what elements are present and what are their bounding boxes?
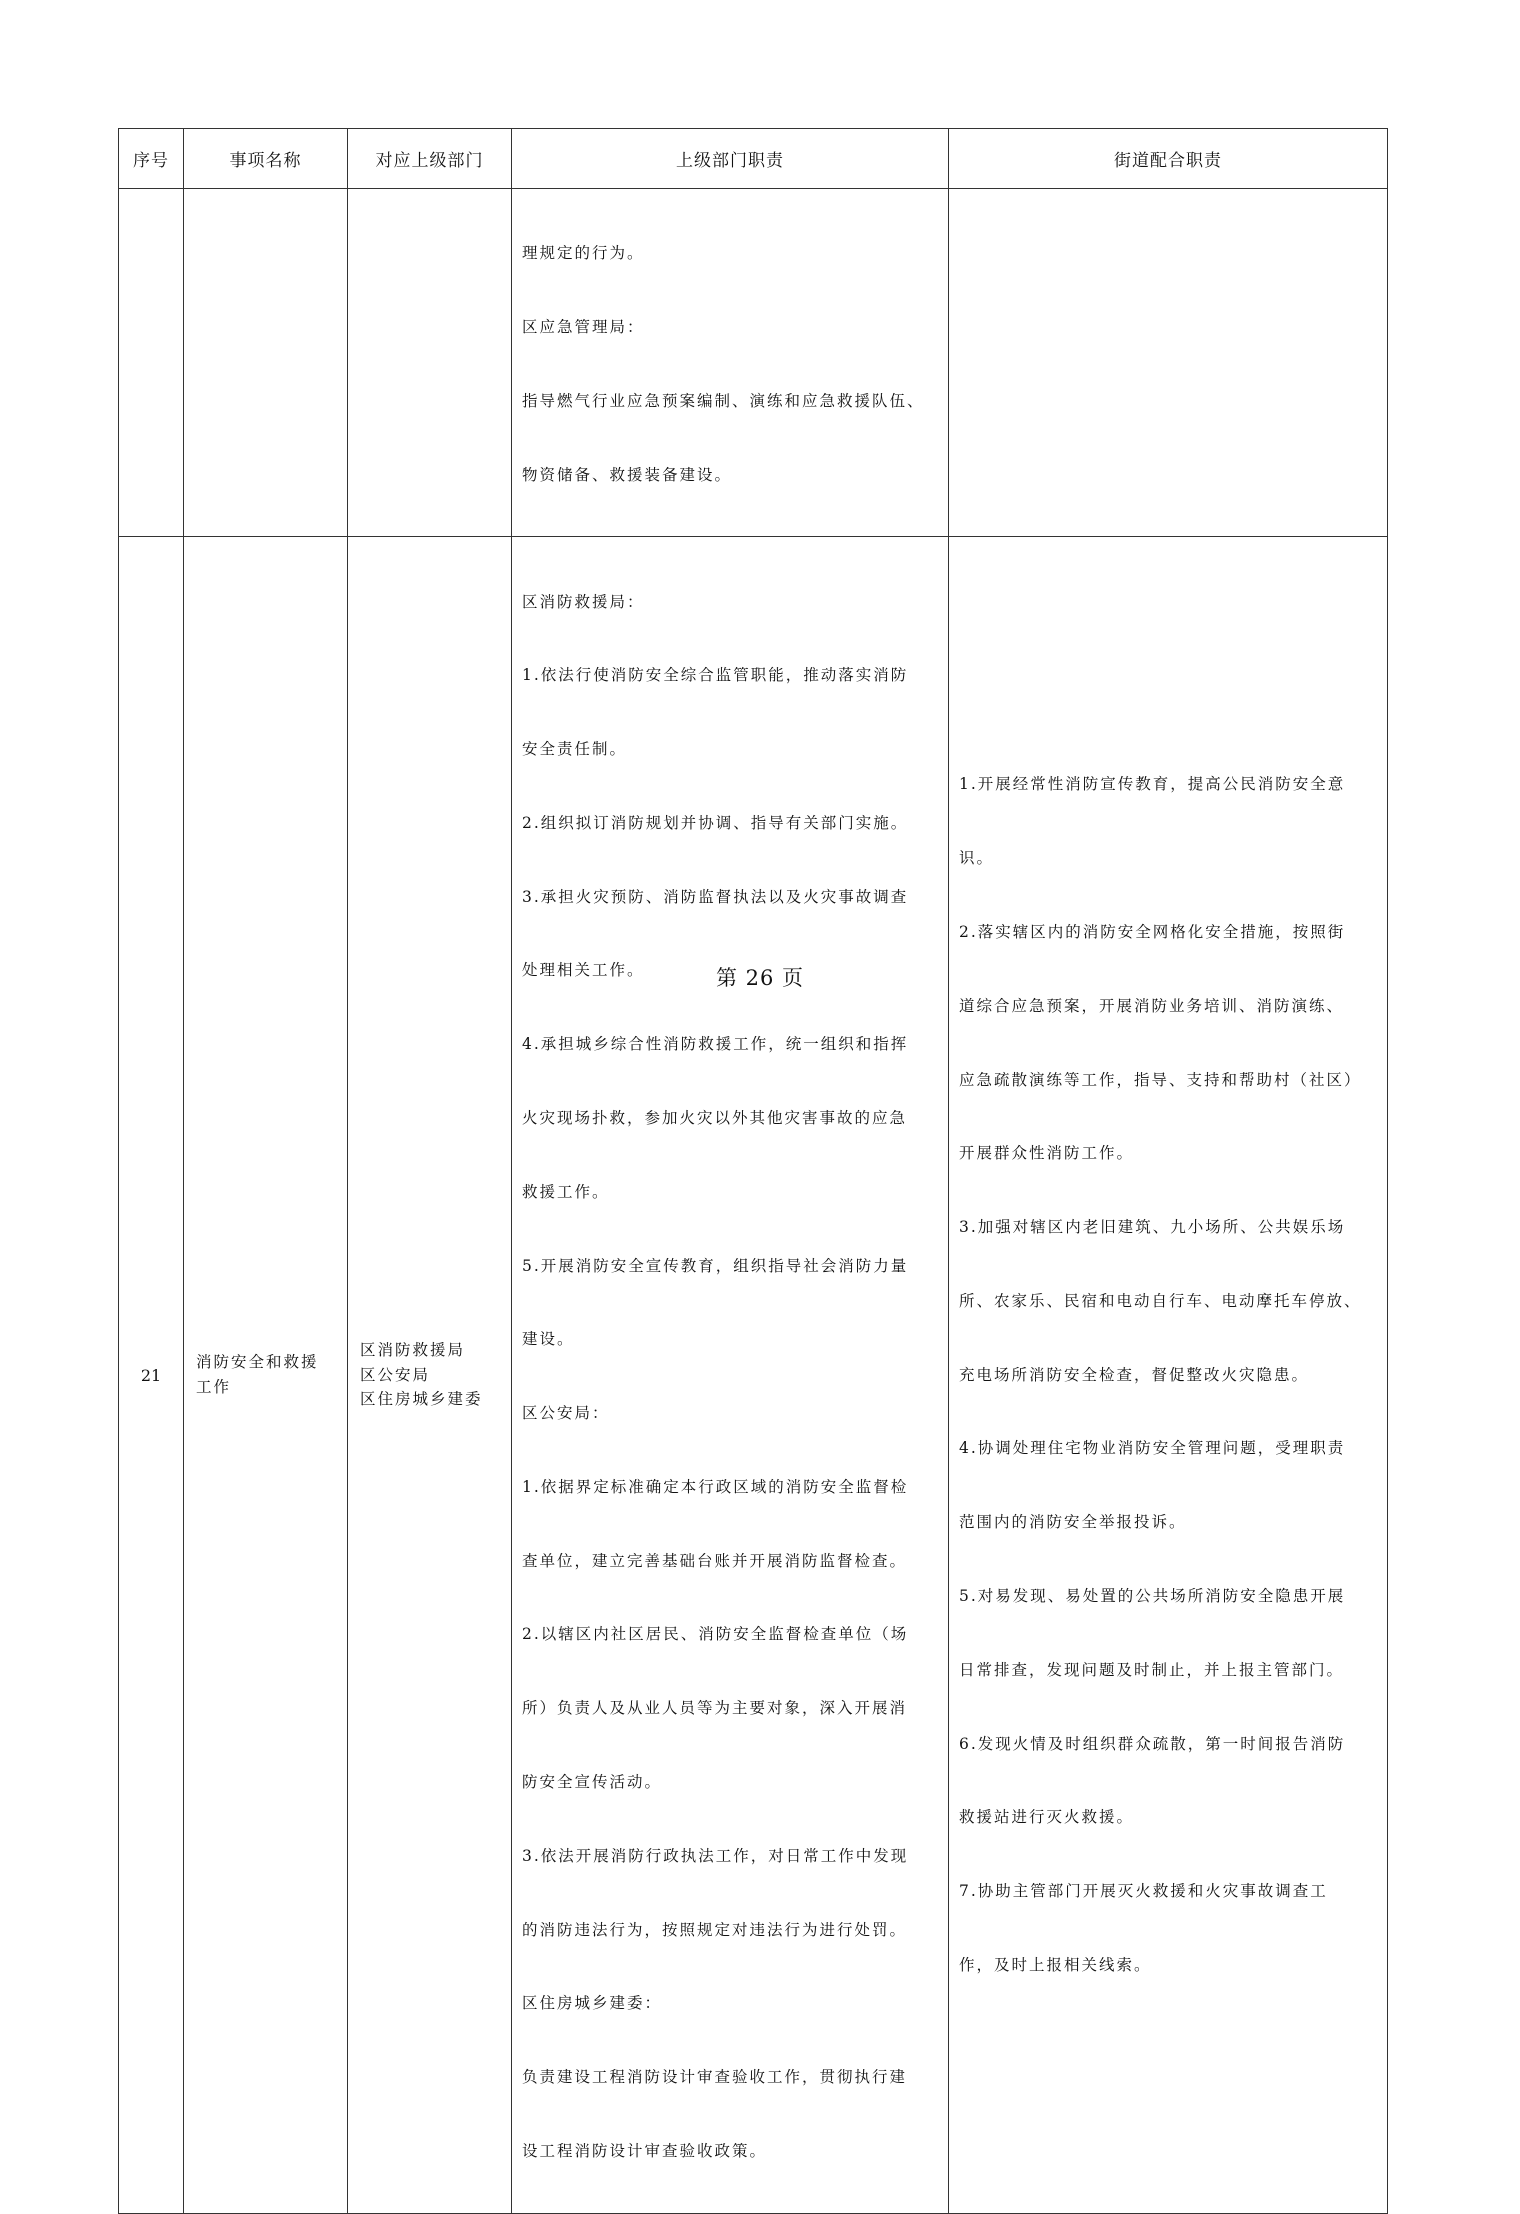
cell-number: 21 (119, 537, 184, 2213)
departments-list (348, 1338, 511, 1412)
department-line: 区消防救援局 (360, 1341, 466, 1360)
cooperation-line: 4.协调处理住宅物业消防安全管理问题，受理职责 (959, 1439, 1346, 1458)
cooperation-line: 识。 (959, 849, 995, 868)
duty-line: 救援工作。 (522, 1182, 610, 1201)
table-row-continued (119, 189, 1388, 537)
item-name-line: 消防安全和救援 (196, 1353, 319, 1372)
duty-line: 3.依法开展消防行政执法工作，对日常工作中发现 (522, 1846, 909, 1865)
header-departments: 对应上级部门 (348, 129, 512, 189)
cooperation-line: 充电场所消防安全检查，督促整改火灾隐患。 (959, 1365, 1310, 1384)
department-line: 区公安局 (360, 1365, 431, 1384)
duty-line: 指导燃气行业应急预案编制、演练和应急救援队伍、 (522, 391, 925, 410)
cell-departments-empty (348, 189, 512, 537)
cooperation-line: 3.加强对辖区内老旧建筑、九小场所、公共娱乐场 (959, 1218, 1346, 1237)
duty-line: 设工程消防设计审查验收政策。 (522, 2141, 768, 2160)
duty-line: 区应急管理局： (522, 317, 645, 336)
duty-line: 1.依据界定标准确定本行政区域的消防安全监督检 (522, 1477, 909, 1496)
duty-line: 理规定的行为。 (522, 244, 645, 263)
header-number: 序号 (119, 129, 184, 189)
duty-line: 处理相关工作。 (522, 961, 645, 980)
header-row (119, 129, 1388, 189)
duty-table (118, 128, 1388, 2214)
duty-line: 负责建设工程消防设计审查验收工作，贯彻执行建 (522, 2068, 908, 2087)
cell-number-empty (119, 189, 184, 537)
cooperation-line: 7.协助主管部门开展灭火救援和火灾事故调查工 (959, 1882, 1328, 1901)
header-cooperation: 街道配合职责 (949, 129, 1388, 189)
cooperation-line: 日常排查，发现问题及时制止，并上报主管部门。 (959, 1660, 1345, 1679)
cooperation-line: 道综合应急预案，开展消防业务培训、消防演练、 (959, 996, 1345, 1015)
cooperation-line: 5.对易发现、易处置的公共场所消防安全隐患开展 (959, 1587, 1346, 1606)
duty-line: 物资储备、救援装备建设。 (522, 465, 733, 484)
duty-line: 的消防违法行为，按照规定对违法行为进行处罚。 (522, 1920, 908, 1939)
duties-text (512, 537, 948, 2212)
cell-departments (348, 537, 512, 2213)
duty-line: 建设。 (522, 1330, 575, 1349)
header-duties: 上级部门职责 (512, 129, 949, 189)
duty-line: 安全责任制。 (522, 740, 628, 759)
cooperation-line: 范围内的消防安全举报投诉。 (959, 1513, 1187, 1532)
cooperation-line: 开展群众性消防工作。 (959, 1144, 1135, 1163)
cooperation-line: 6.发现火情及时组织群众疏散，第一时间报告消防 (959, 1734, 1346, 1753)
cooperation-line: 2.落实辖区内的消防安全网格化安全措施，按照街 (959, 923, 1346, 942)
cell-cooperation (949, 537, 1388, 2213)
cell-item-name (184, 537, 348, 2213)
cell-item-name-empty (184, 189, 348, 537)
duty-line: 4.承担城乡综合性消防救援工作，统一组织和指挥 (522, 1035, 909, 1054)
department-line: 区住房城乡建委 (360, 1390, 483, 1409)
duty-line: 3.承担火灾预防、消防监督执法以及火灾事故调查 (522, 887, 909, 906)
cooperation-line: 救援站进行灭火救援。 (959, 1808, 1135, 1827)
cooperation-line: 1.开展经常性消防宣传教育，提高公民消防安全意 (959, 775, 1346, 794)
page-number: 第 26 页 (715, 966, 805, 990)
cooperation-line: 应急疏散演练等工作，指导、支持和帮助村（社区） (959, 1070, 1362, 1089)
duty-line: 1.依法行使消防安全综合监管职能，推动落实消防 (522, 666, 909, 685)
duties-continued-text (512, 189, 948, 536)
duty-line: 区住房城乡建委： (522, 1994, 663, 2013)
duty-line: 查单位，建立完善基础台账并开展消防监督检查。 (522, 1551, 908, 1570)
duty-line: 2.以辖区内社区居民、消防安全监督检查单位（场 (522, 1625, 909, 1644)
cell-duties (512, 537, 949, 2213)
duty-line: 5.开展消防安全宣传教育，组织指导社会消防力量 (522, 1256, 909, 1275)
duty-line: 区公安局： (522, 1404, 610, 1423)
cell-duties-continued (512, 189, 949, 537)
cooperation-line: 所、农家乐、民宿和电动自行车、电动摩托车停放、 (959, 1291, 1362, 1310)
item-name-line: 工作 (196, 1378, 232, 1396)
table-row-21 (119, 537, 1388, 2213)
duty-line: 防安全宣传活动。 (522, 1773, 663, 1791)
cell-cooperation-empty (949, 189, 1388, 537)
duty-line: 所）负责人及从业人员等为主要对象，深入开展消 (522, 1699, 908, 1718)
duty-line: 区消防救援局： (522, 592, 645, 611)
duty-line: 2.组织拟订消防规划并协调、指导有关部门实施。 (522, 813, 909, 832)
cooperation-line: 作，及时上报相关线索。 (959, 1955, 1152, 1974)
cooperation-text (949, 723, 1387, 2026)
duty-line: 火灾现场扑救，参加火灾以外其他灾害事故的应急 (522, 1108, 908, 1127)
header-item-name: 事项名称 (184, 129, 348, 189)
item-name-text (184, 1350, 347, 1399)
